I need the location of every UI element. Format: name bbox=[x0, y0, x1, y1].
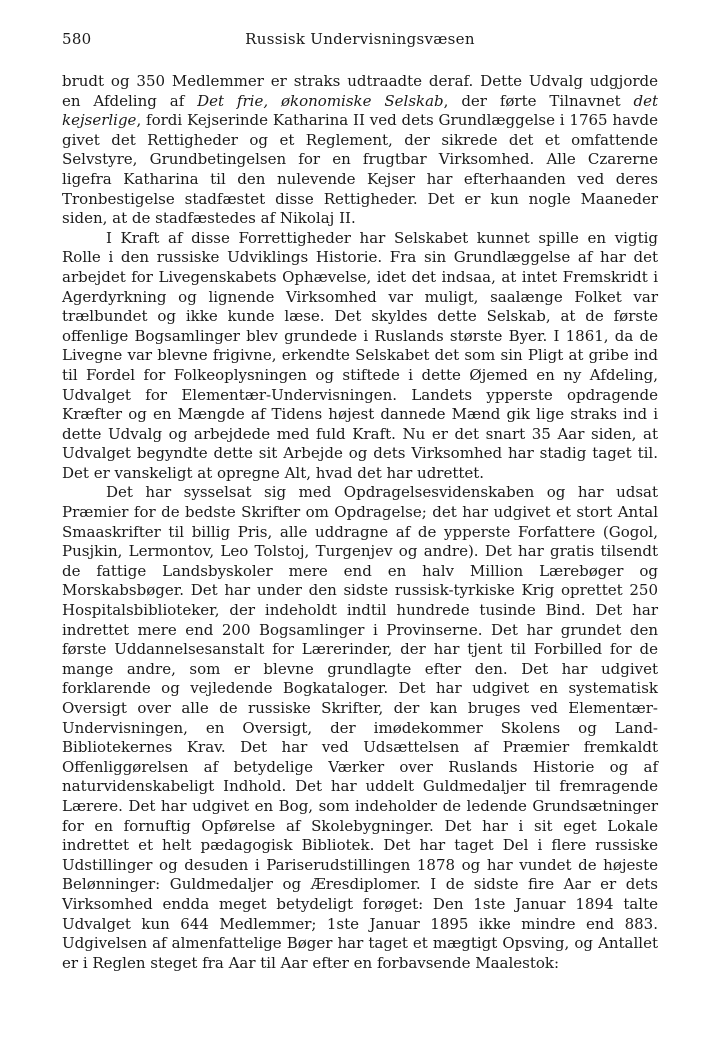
page-header bbox=[62, 30, 658, 54]
italic-epithet: det kejserlige bbox=[62, 91, 659, 130]
text-segment: I Kraft af disse Forrettigheder har Selskabet kunnet spille en vigtig Rolle i den russiske Udviklings Historie. Fra sin Grundlæggelse af har det arbejdet for Livegenskabets Ophævelse, idet det indsaa, at intet Fremskridt i Agerdyrkning og lignende Virksomhed var muligt, saalænge Folket var trælbundet og ikke kunde læse. Det skyldes dette Selskab, at de første offenlige Bogsamlinger blev grundede i Ruslands største Byer. I 1861, da de Livegne var blevne frigivne, erkendte Selskabet det som sin Pligt at gribe ind til Fordel for Folkeoplysningen og stiftede i dette Øjemed en ny Afdeling, Udvalget for Elementær-Undervisningen. Landets ypperste opdragende Kræfter og en Mængde af Tidens højest dannede Mænd gik lige straks ind i dette Udvalg og arbejdede med fuld Kraft. Nu er det snart 35 Aar siden, at Udvalget begyndte dette sit Arbejde og dets Virksomhed har stadig taget til. Det er vanskeligt at opregne Alt, hvad det har udrettet. bbox=[62, 228, 658, 482]
text-segment: brudt og 350 Medlemmer er straks udtraadte deraf. Dette Udvalg udgjorde en Afdeling af bbox=[62, 72, 658, 110]
paragraph-1 bbox=[62, 72, 658, 229]
text-segment: , der førte Tilnavnet bbox=[443, 91, 634, 110]
text-segment: Det har sysselsat sig med Opdragelsesvidenskaben og har udsat Præmier for de bedste Skrifter om Opdragelse; det har udgivet et stort Antal Smaaskrifter til billig Pris, alle uddragne af de ypperste Forfattere (Gogol, Pusjkin, Lermontov, Leo Tolstoj, Turgenjev og andre). Det har gratis tilsendt de fattige Landsbyskoler mere end en halv Million Lærebøger og Morskabsbøger. Det har under den sidste russisk-tyrkiske Krig oprettet 250 Hospitalsbiblioteker, der indeholdt indtil hundrede tusinde Bind. Det har indrettet mere end 200 Bogsamlinger i Provinserne. Det har grundet den første Uddannelsesanstalt for Lærerinder, der har tjent til Forbilled for de mange andre, som er blevne grundlagte efter den. Det har udgivet forklarende og vejledende Bogkataloger. Det har udgivet en systematisk Oversigt over alle de russiske Skrifter, der kan bruges ved Elementær-Undervisningen, en Oversigt, der imødekommer Skolens og Land-Bibliotekernes Krav. Det har ved Udsættelsen af Præmier fremkaldt Offenliggørelsen af betydelige Værker over Ruslands Historie og af naturvidenskabeligt Indhold. Det har uddelt Guldmedaljer til fremragende Lærere. Det har udgivet en Bog, som indeholder de ledende Grundsætninger for en fornuftig Opførelse af Skolebygninger. Det har i sit eget Lokale indrettet et helt pædagogisk Bibliotek. Det har taget Del i flere russiske Udstillinger og desuden i Pariserudstillingen 1878 og har vundet de højeste Belønninger: Guldmedaljer og Æresdiplomer. I de sidste fire Aar er dets Virksomhed endda meget betydeligt forøget: Den 1ste Januar 1894 talte Udvalget kun 644 Medlemmer; 1ste Januar 1895 ikke mindre end 883. Udgivelsen af almenfattelige Bøger har taget et mægtigt Opsving, og Antallet er i Reglen steget fra Aar til Aar efter en forbavsende Maalestok: bbox=[62, 483, 658, 972]
paragraph-3 bbox=[62, 483, 658, 973]
italic-society-name: Det frie, økonomiske Selskab bbox=[197, 91, 444, 110]
paragraph-2 bbox=[62, 229, 658, 484]
text-segment: , fordi Kejserinde Katharina II ved dets Grundlæggelse i 1765 havde givet det Rettigheder og et Reglement, der sikrede det et omfattende Selvstyre, Grundbetingelsen for en frugtbar Virksomhed. Alle Czarerne ligefra Katharina til den nulevende Kejser har efterhaanden ved deres Tronbestigelse stadfæstet disse Rettigheder. Det er kun nogle Maaneder siden, at de stadfæstedes af Nikolaj II. bbox=[62, 111, 658, 228]
book-page bbox=[62, 30, 658, 973]
body-text bbox=[62, 72, 658, 973]
page-number: 580 bbox=[62, 30, 92, 48]
running-head: Russisk Undervisningsvæsen bbox=[245, 30, 475, 48]
